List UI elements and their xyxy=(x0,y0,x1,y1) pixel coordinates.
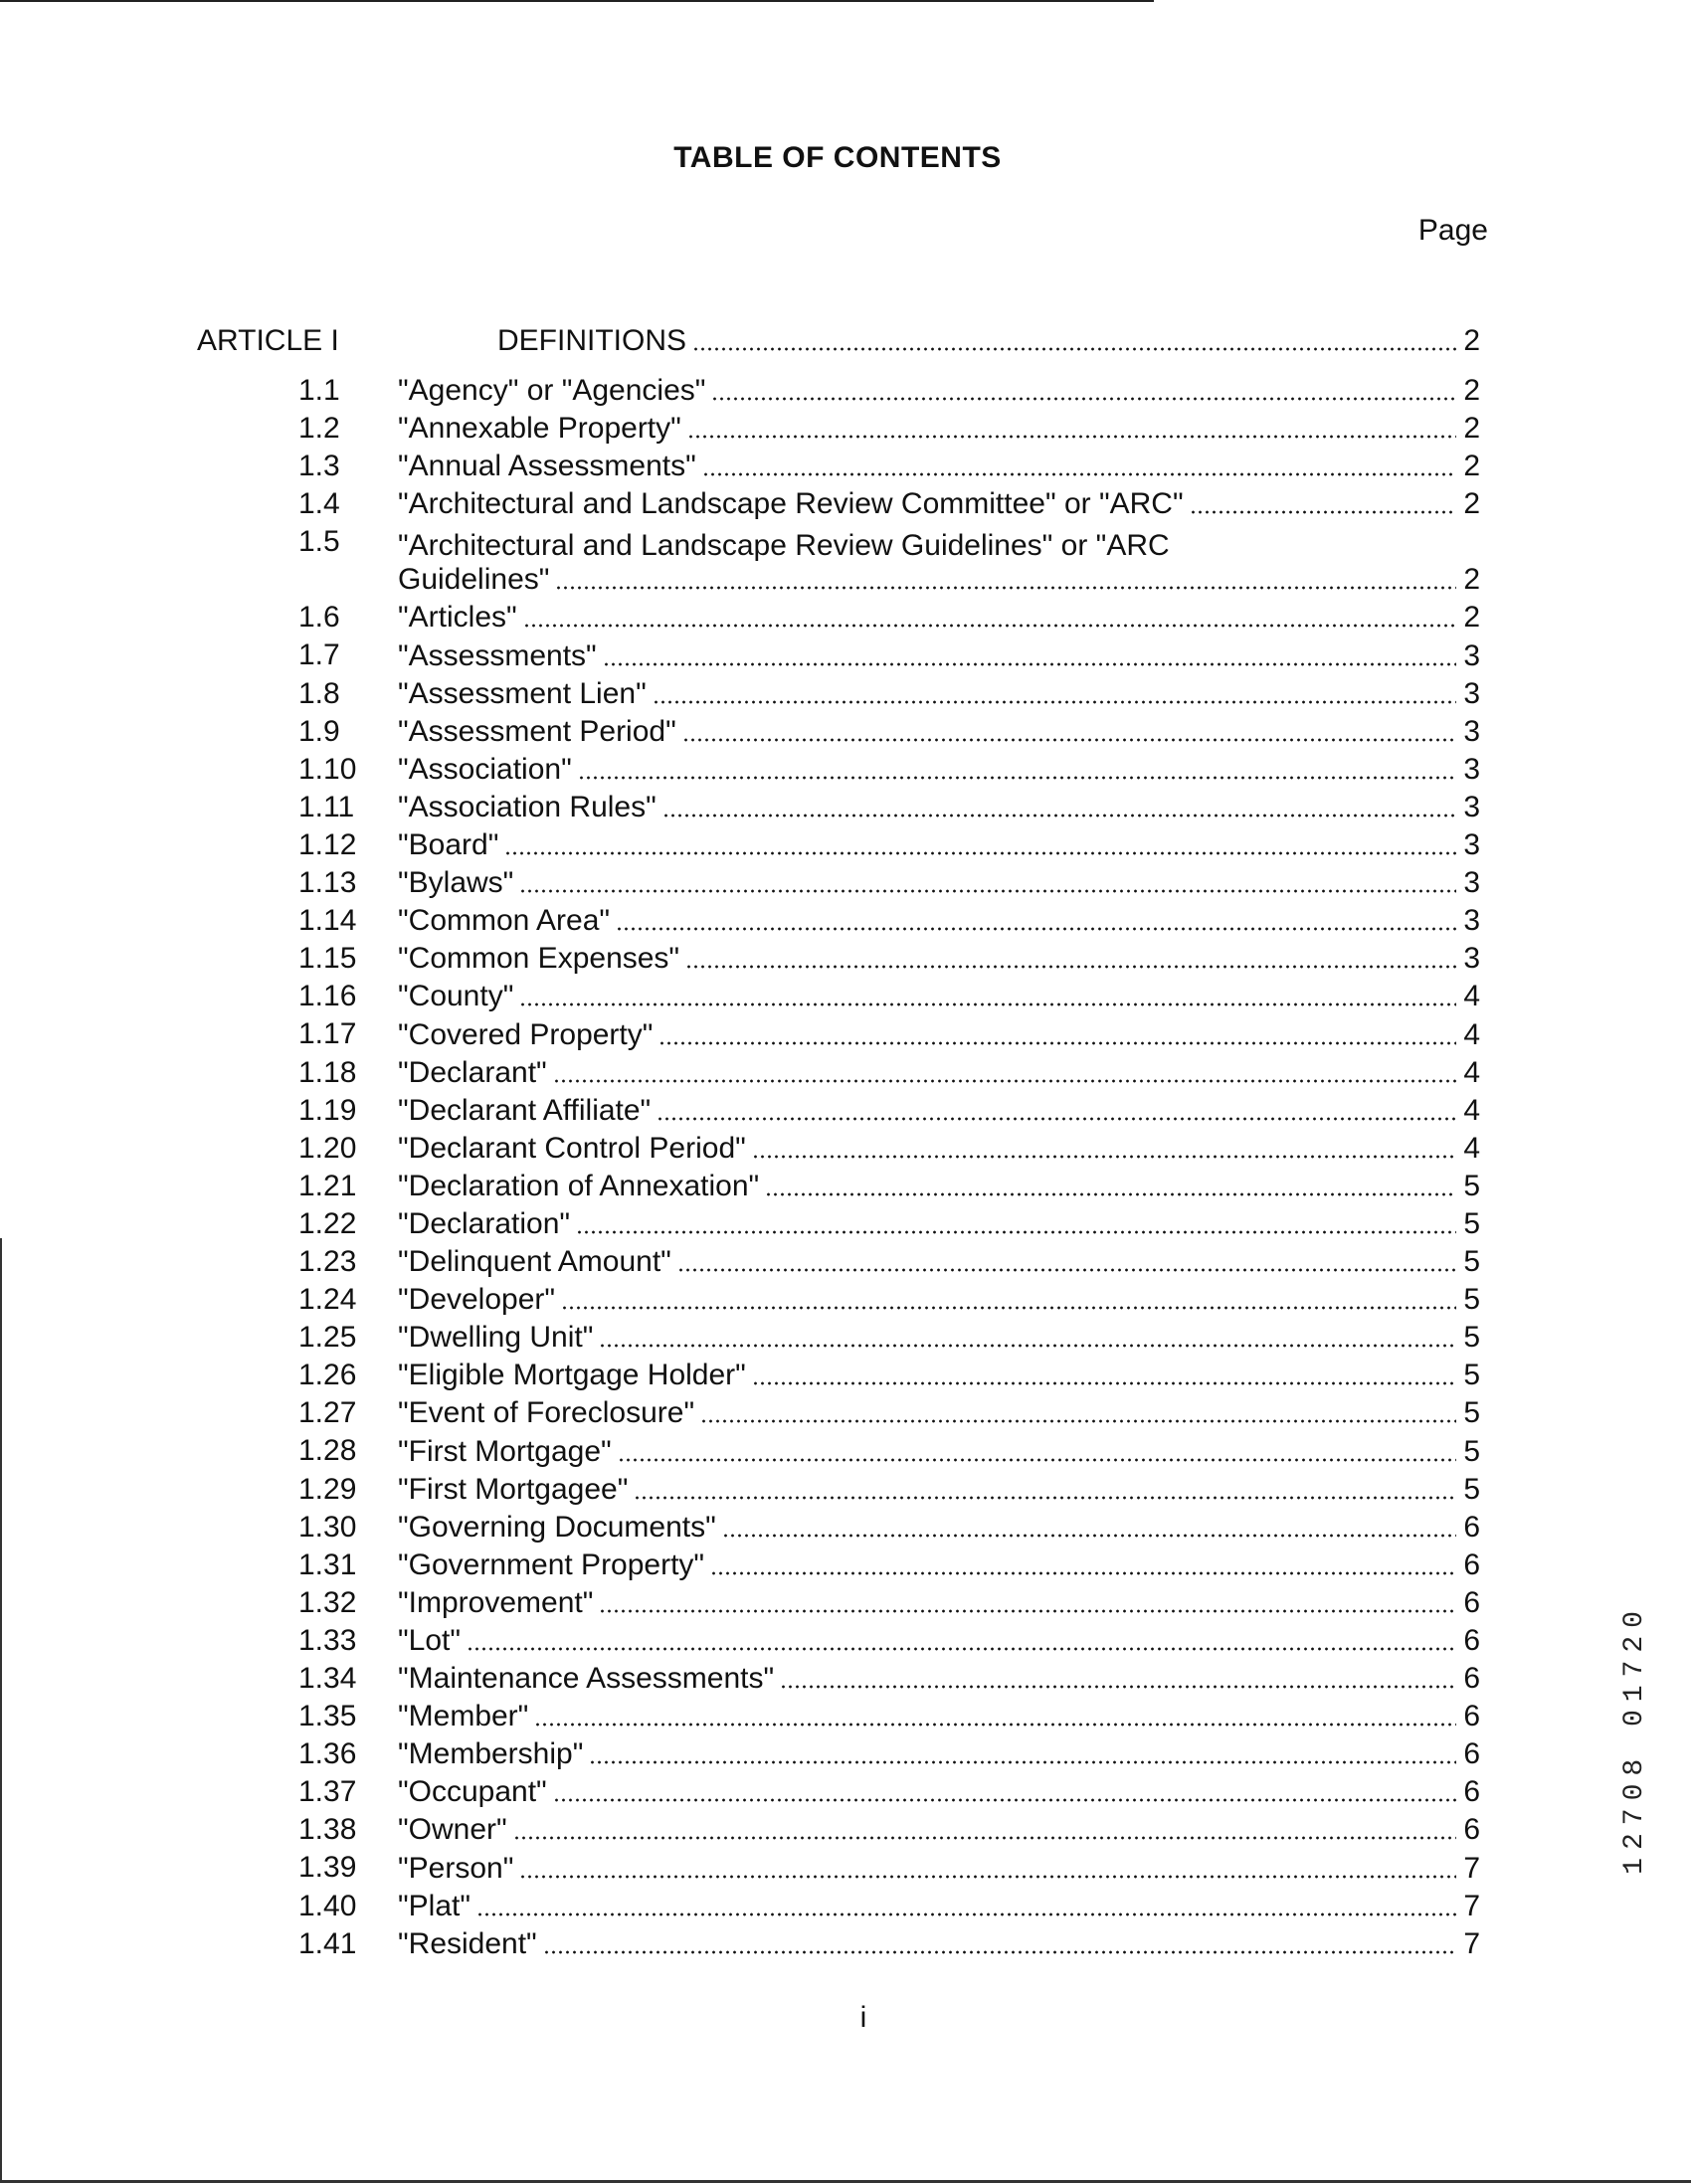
toc-entry-page: 5 xyxy=(1463,1321,1480,1355)
dot-leader xyxy=(523,624,1456,628)
toc-entry-title: "Plat" xyxy=(398,1889,470,1922)
toc-entry-number: 1.33 xyxy=(298,1623,357,1657)
toc-entry-page: 2 xyxy=(1463,563,1480,597)
dot-leader xyxy=(685,965,1456,969)
toc-entry-title: "Declarant Affiliate" xyxy=(398,1093,652,1127)
toc-entry xyxy=(298,1317,1480,1355)
dot-leader xyxy=(576,1230,1456,1234)
toc-entry xyxy=(298,408,1480,446)
toc-entry-title: "Common Area" xyxy=(398,904,611,938)
dot-leader xyxy=(519,889,1456,893)
toc-entry-number: 1.39 xyxy=(298,1851,357,1885)
toc-entry-number: 1.38 xyxy=(298,1813,357,1847)
toc-entry xyxy=(298,787,1480,824)
toc-entry-number: 1.13 xyxy=(298,866,357,900)
toc-entry-page: 3 xyxy=(1463,828,1480,862)
toc-entry-page: 7 xyxy=(1463,1926,1480,1960)
dot-leader xyxy=(653,700,1456,704)
dot-leader xyxy=(682,738,1456,742)
toc-entry-number: 1.18 xyxy=(298,1055,357,1089)
dot-leader xyxy=(599,1344,1456,1348)
toc-entry-page: 4 xyxy=(1463,1055,1480,1089)
toc-entry-title: "Member" xyxy=(398,1700,529,1733)
toc-entry xyxy=(298,1052,1480,1090)
toc-entry-page: 2 xyxy=(1463,450,1480,483)
dot-leader xyxy=(634,1496,1456,1500)
toc-entry-title: "First Mortgage" xyxy=(398,1434,612,1468)
toc-entry xyxy=(298,1696,1480,1733)
toc-entry-page: 2 xyxy=(1463,412,1480,446)
toc-entry-number: 1.16 xyxy=(298,980,357,1013)
dot-leader xyxy=(616,927,1456,931)
toc-entry-title: "Government Property" xyxy=(398,1547,705,1581)
toc-entry-number: 1.32 xyxy=(298,1585,357,1619)
toc-entry-title: "Owner" xyxy=(398,1813,507,1847)
toc-entry-title: "Membership" xyxy=(398,1737,584,1771)
dot-leader xyxy=(687,435,1456,439)
toc-entry-title: "Annexable Property" xyxy=(398,412,681,446)
toc-entry-page: 4 xyxy=(1463,1131,1480,1165)
toc-entry-number: 1.20 xyxy=(298,1131,357,1165)
dot-leader xyxy=(603,662,1456,666)
toc-entry-page: 2 xyxy=(1463,601,1480,635)
toc-entry xyxy=(298,1620,1480,1658)
toc-entry xyxy=(298,1733,1480,1771)
dot-leader xyxy=(553,1079,1456,1083)
toc-entry-number: 1.6 xyxy=(298,601,340,635)
toc-entry-number: 1.11 xyxy=(298,790,355,823)
toc-entry-number: 1.2 xyxy=(298,412,340,446)
dot-leader xyxy=(657,1117,1456,1121)
toc-entry-title: "Declaration of Annexation" xyxy=(398,1169,760,1202)
toc-entry-title: "Articles" xyxy=(398,601,517,635)
toc-entry-number: 1.26 xyxy=(298,1359,357,1392)
toc-entry-page: 5 xyxy=(1463,1169,1480,1202)
scan-edge-bottom xyxy=(0,2180,1691,2183)
toc-entry-title: "Dwelling Unit" xyxy=(398,1321,594,1355)
toc-entry xyxy=(298,1392,1480,1430)
toc-entry-number: 1.3 xyxy=(298,450,340,483)
toc-entry-title: "Governing Documents" xyxy=(398,1510,716,1544)
toc-entry-page: 6 xyxy=(1463,1585,1480,1619)
toc-entry-number: 1.7 xyxy=(298,638,340,672)
dot-leader xyxy=(513,1836,1456,1840)
dot-leader xyxy=(711,397,1456,401)
toc-entry xyxy=(298,1013,1480,1051)
article-heading-row xyxy=(197,316,1480,358)
toc-entry-page: 6 xyxy=(1463,1813,1480,1847)
toc-entry-title: "Improvement" xyxy=(398,1585,594,1619)
toc-entry-number: 1.8 xyxy=(298,676,340,710)
toc-entry-number: 1.19 xyxy=(298,1093,357,1127)
toc-entry-number: 1.25 xyxy=(298,1321,357,1355)
toc-entry xyxy=(298,1279,1480,1317)
toc-entry-title: "Declaration" xyxy=(398,1206,571,1240)
toc-entry-page: 3 xyxy=(1463,904,1480,938)
dot-leader xyxy=(504,851,1456,855)
dot-leader xyxy=(752,1155,1456,1159)
toc-entry xyxy=(298,900,1480,938)
toc-entry-page: 3 xyxy=(1463,714,1480,748)
toc-entry-title: "Common Expenses" xyxy=(398,942,680,976)
dot-leader xyxy=(599,1609,1456,1613)
toc-entry-page: 5 xyxy=(1463,1359,1480,1392)
toc-entry-number: 1.36 xyxy=(298,1737,357,1771)
toc-entry xyxy=(298,1090,1480,1128)
toc-entry-page: 3 xyxy=(1463,638,1480,672)
dot-leader xyxy=(752,1381,1456,1385)
toc-entry-number: 1.40 xyxy=(298,1889,357,1922)
toc-entry-title: "Lot" xyxy=(398,1624,462,1657)
toc-entry xyxy=(298,976,1480,1013)
toc-entry xyxy=(298,521,1480,597)
toc-entry xyxy=(298,635,1480,672)
toc-entry xyxy=(298,1203,1480,1241)
dot-leader xyxy=(702,472,1456,476)
toc-entry xyxy=(298,1923,1480,1961)
toc-entry-title: "Board" xyxy=(398,828,499,862)
toc-entry xyxy=(298,862,1480,900)
toc-entry-title: "Annual Assessments" xyxy=(398,450,696,483)
toc-entry-page: 2 xyxy=(1463,487,1480,521)
toc-entry-title: "Architectural and Landscape Review Guidelines" or "ARC xyxy=(398,529,1170,563)
dot-leader xyxy=(553,1798,1456,1802)
toc-entry-page: 5 xyxy=(1463,1206,1480,1240)
toc-entry-number: 1.24 xyxy=(298,1283,357,1317)
dot-leader xyxy=(519,1875,1456,1879)
article-label: ARTICLE I xyxy=(197,324,339,357)
toc-entry xyxy=(298,1886,1480,1923)
toc-entry xyxy=(298,1430,1480,1468)
toc-entry-page: 7 xyxy=(1463,1851,1480,1885)
dot-leader xyxy=(658,1041,1456,1045)
toc-entry xyxy=(298,370,1480,408)
toc-entry xyxy=(298,1469,1480,1507)
toc-entry-title: "Association Rules" xyxy=(398,790,657,823)
page-column-header: Page xyxy=(1417,214,1488,247)
document-title: TABLE OF CONTENTS xyxy=(673,141,1002,174)
toc-entry-page: 3 xyxy=(1463,866,1480,900)
toc-entry-number: 1.17 xyxy=(298,1017,357,1051)
toc-entry-number: 1.29 xyxy=(298,1472,357,1506)
toc-entry-title: "County" xyxy=(398,980,514,1013)
dot-leader xyxy=(677,1268,1456,1272)
dot-leader xyxy=(662,814,1456,818)
toc-entry-page: 4 xyxy=(1463,1017,1480,1051)
toc-entry-number: 1.21 xyxy=(298,1169,357,1202)
toc-entry-page: 5 xyxy=(1463,1283,1480,1317)
toc-entry xyxy=(298,1771,1480,1809)
toc-entry xyxy=(298,597,1480,635)
toc-entry xyxy=(298,483,1480,521)
toc-entry-title: "Association" xyxy=(398,752,572,786)
toc-entry-number: 1.23 xyxy=(298,1244,357,1278)
toc-entry-number: 1.1 xyxy=(298,374,340,407)
toc-entry-page: 6 xyxy=(1463,1547,1480,1581)
recording-stamp: 12708 01720 xyxy=(1619,1603,1650,1875)
toc-entry-number: 1.9 xyxy=(298,714,340,748)
toc-entry-page: 7 xyxy=(1463,1889,1480,1922)
toc-entry-page: 3 xyxy=(1463,942,1480,976)
dot-leader xyxy=(780,1685,1456,1689)
toc-entry-number: 1.4 xyxy=(298,487,340,521)
toc-entry-page: 6 xyxy=(1463,1662,1480,1696)
toc-entry-page: 6 xyxy=(1463,1624,1480,1657)
dot-leader xyxy=(722,1534,1456,1538)
toc-entry xyxy=(298,711,1480,749)
toc-entry-number: 1.37 xyxy=(298,1775,357,1809)
toc-entry-page: 5 xyxy=(1463,1396,1480,1430)
toc-entry-page: 6 xyxy=(1463,1775,1480,1809)
toc-entry-title: "Developer" xyxy=(398,1283,556,1317)
dot-leader xyxy=(561,1306,1456,1310)
toc-entry-number: 1.22 xyxy=(298,1206,357,1240)
toc-entry-title: "Occupant" xyxy=(398,1775,547,1809)
page-number: i xyxy=(859,2001,867,2034)
article-title: DEFINITIONS xyxy=(497,324,687,357)
toc-entry-page: 3 xyxy=(1463,790,1480,823)
scan-edge-top xyxy=(0,0,1154,2)
toc-entry xyxy=(298,1847,1480,1885)
toc-entry-page: 3 xyxy=(1463,676,1480,710)
toc-entry xyxy=(298,1809,1480,1847)
toc-entry-page: 4 xyxy=(1463,1093,1480,1127)
dot-leader xyxy=(476,1912,1456,1916)
toc-entry-number: 1.34 xyxy=(298,1662,357,1695)
dot-leader xyxy=(1190,510,1456,514)
toc-entry-title: "Assessments" xyxy=(398,638,597,672)
toc-entry xyxy=(298,938,1480,976)
dot-leader xyxy=(543,1950,1456,1954)
toc-entry xyxy=(298,1582,1480,1620)
dot-leader xyxy=(589,1760,1456,1764)
toc-entry-number: 1.30 xyxy=(298,1510,357,1544)
toc-entry xyxy=(298,1355,1480,1392)
toc-entry xyxy=(298,1128,1480,1166)
toc-entry xyxy=(298,1507,1480,1545)
dot-leader xyxy=(467,1647,1456,1651)
toc-entry-title: Guidelines" xyxy=(398,563,550,597)
toc-entry-title: "Delinquent Amount" xyxy=(398,1245,671,1279)
dot-leader xyxy=(710,1571,1456,1575)
toc-entry-title: "Event of Foreclosure" xyxy=(398,1396,695,1430)
toc-entry-number: 1.12 xyxy=(298,827,357,861)
dot-leader xyxy=(578,776,1456,780)
dot-leader xyxy=(700,1419,1456,1423)
dot-leader xyxy=(765,1192,1456,1196)
toc-entry-title: "First Mortgagee" xyxy=(398,1472,629,1506)
toc-entry-number: 1.10 xyxy=(298,752,357,786)
toc-entry-page: 5 xyxy=(1463,1472,1480,1506)
toc-entry-number: 1.14 xyxy=(298,904,357,938)
toc-entry-number: 1.27 xyxy=(298,1396,357,1430)
toc-entry-title: "Eligible Mortgage Holder" xyxy=(398,1359,746,1392)
toc-entry-number: 1.28 xyxy=(298,1434,357,1468)
dot-leader xyxy=(618,1458,1456,1462)
toc-entry-title: "Maintenance Assessments" xyxy=(398,1662,775,1696)
toc-entry-title: "Agency" or "Agencies" xyxy=(398,374,706,408)
toc-entry-page: 3 xyxy=(1463,752,1480,786)
toc-entry-page: 6 xyxy=(1463,1737,1480,1771)
dot-leader xyxy=(555,586,1456,590)
toc-entry-title: "Covered Property" xyxy=(398,1017,654,1051)
toc-entry-page: 2 xyxy=(1463,374,1480,408)
article-page-number: 2 xyxy=(1463,324,1480,357)
toc-entry xyxy=(298,1166,1480,1203)
toc-entry-title: "Person" xyxy=(398,1851,514,1885)
toc-entry xyxy=(298,749,1480,787)
toc-entry-page: 6 xyxy=(1463,1510,1480,1544)
toc-entry-page: 4 xyxy=(1463,980,1480,1013)
toc-entry xyxy=(298,673,1480,711)
toc-entry-title: "Assessment Period" xyxy=(398,714,676,748)
toc-entry xyxy=(298,1241,1480,1279)
toc-entry-number: 1.5 xyxy=(298,525,340,559)
toc-entry xyxy=(298,446,1480,483)
toc-entry-title: "Declarant Control Period" xyxy=(398,1131,746,1165)
toc-entry-title: "Assessment Lien" xyxy=(398,676,647,710)
toc-entry-number: 1.35 xyxy=(298,1700,357,1733)
toc-entry-title: "Architectural and Landscape Review Committee" or "ARC" xyxy=(398,487,1184,521)
toc-entry-title: "Bylaws" xyxy=(398,866,514,900)
toc-entry xyxy=(298,1545,1480,1582)
dot-leader xyxy=(519,1002,1456,1006)
toc-entry-page: 5 xyxy=(1463,1245,1480,1279)
dot-leader xyxy=(534,1723,1456,1727)
toc-entry-page: 5 xyxy=(1463,1434,1480,1468)
toc-entry-number: 1.41 xyxy=(298,1926,357,1960)
dot-leader xyxy=(692,347,1456,351)
toc-entry-title: "Declarant" xyxy=(398,1055,547,1089)
toc-entry-title: "Resident" xyxy=(398,1926,537,1960)
toc-entry-page: 6 xyxy=(1463,1700,1480,1733)
toc-entry xyxy=(298,824,1480,862)
toc-entries xyxy=(298,370,1480,1961)
toc-entry xyxy=(298,1658,1480,1696)
scan-edge-left xyxy=(0,1238,2,2183)
toc-entry-number: 1.15 xyxy=(298,942,357,976)
toc-entry-number: 1.31 xyxy=(298,1547,357,1581)
